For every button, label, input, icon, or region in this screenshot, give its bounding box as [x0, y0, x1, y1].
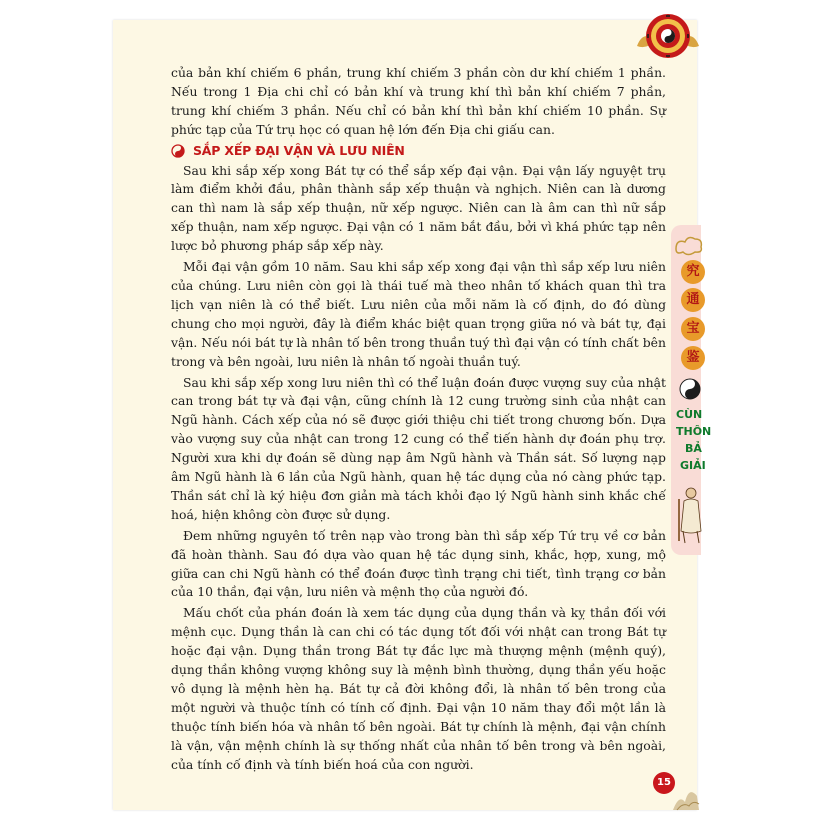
paragraph: Mấu chốt của phán đoán là xem tác dụng của dụng thần và kỵ thần đối với mệnh cục. Dụng thần là can chi có tác dụng tốt đối với nhật can trong Bát tự hoặc đại vận. Dụng thần trong Bát tự đắc lực mà thượng mệnh (mệnh quý), dụng thần không vượng không suy là mệnh bình thường, dụng thần yếu hoặc vô dụng là mệnh hèn hạ. Bát tự cả đời không đổi, là nhân tố bên trong của một người và thuộc tính có tính cố định. Đại vận 10 năm thay đổi một lần là thuộc tính biến hóa và nhân tố bên ngoài. Bát tự chính là mệnh, đại vận chính là vận, vận mệnh chính là sự thống nhất của nhân tố bên trong và bên ngoài, của tính cố định và tính biến hoá của con người.: [171, 605, 666, 772]
side-tab-word: THÔN: [676, 425, 712, 438]
side-tab-word: GIẢI: [680, 459, 706, 472]
side-tab-char: 鉴: [681, 346, 705, 370]
side-tab-char: 究: [681, 260, 705, 284]
page-number: 15: [653, 772, 675, 794]
side-tab-word: BẢ: [685, 442, 702, 455]
body-text: [171, 64, 666, 777]
paragraph: Đem những nguyên tố trên nạp vào trong bàn thì sắp xếp Tứ trụ về cơ bản đã hoàn thành. Sau đó dựa vào quan hệ tác dụng sinh, khắc, hợp, xung, mộ giữa can chi Ngũ hành có thể đoán được tình trạng chi tiết, tình trạng cơ bản của 10 thần, đại vận, lưu niên và mệnh thọ của người đó.: [171, 527, 666, 600]
paragraph: Sau khi sắp xếp xong lưu niên thì có thể luận đoán được vượng suy của nhật can trong bát tự và đại vận, cũng chính là 12 cung trường sinh của nhật can Ngũ hành. Cách xếp của nó sẽ được giới thiệu chi tiết trong chương bốn. Dựa vào vượng suy của nhật can trong 12 cung có thể tiến hành dự đoán phụ trợ. Người xưa khi dự đoán sẽ dùng nạp âm Ngũ hành và Thần sát. Số lượng nạp âm Ngũ hành là 6 lần của Ngũ hành, quan hệ tác dụng của nó càng phức tạp. Thần sát chỉ là ký hiệu đơn giản mà tách khỏi đạo lý Ngũ hành sinh khắc chế hoá, hiện không còn được sử dụng.: [171, 374, 666, 522]
paragraph: Mỗi đại vận gồm 10 năm. Sau khi sắp xếp xong đại vận thì sắp xếp lưu niên của chúng. Lưu niên còn gọi là thái tuế mà theo nhân tố khách quan thì tra lịch vạn niên là có thể biết. Lưu niên của mỗi năm là cố định, do đó dùng chung cho mọi người, đây là điểm khác biệt quan trọng giữa nó và bát tự, đại vận. Nếu nói bát tự là nhân tố bên trong thuần tuý thì đại vận có tính chất bên trong và bên ngoài, lưu niên là nhân tố ngoài thuần tuý.: [171, 259, 666, 369]
side-tab-word: CÙN: [676, 408, 703, 421]
book-page: [113, 20, 712, 810]
section-heading-text: SẮP XẾP ĐẠI VẬN VÀ LƯU NIÊN: [193, 142, 405, 158]
section-heading: [171, 142, 666, 161]
sage-figure-icon: [675, 485, 705, 545]
bagua-ornament-icon: [633, 10, 703, 66]
landscape-ornament-icon: [671, 772, 701, 812]
side-tab-char: 通: [681, 288, 705, 312]
side-tab-char: 宝: [681, 317, 705, 341]
yin-yang-icon: [679, 378, 701, 400]
paragraph: của bản khí chiếm 6 phần, trung khí chiếm 3 phần còn dư khí chiếm 1 phần. Nếu trong 1 Địa chi chỉ có bản khí và trung khí thì bản khí chiếm 7 phần, trung khí chiếm 3 phần. Nếu chỉ có bản khí thì bản khí chiếm 10 phần. Sự phức tạp của Tứ trụ học có quan hệ lớn đến Địa chi giấu can.: [171, 65, 666, 137]
swirl-bullet-icon: [171, 144, 185, 158]
cloud-ornament-icon: [673, 233, 703, 257]
paragraph: Sau khi sắp xếp xong Bát tự có thể sắp xếp đại vận. Đại vận lấy nguyệt trụ làm điểm khởi đầu, phân thành sắp xếp thuận và nghịch. Niên can là dương can thì nam là sắp xếp thuận, nữ xếp ngược. Niên can là âm can thì nữ sắp xếp thuận, nam xếp ngược. Đại vận có 1 năm bắt đầu, bởi vì khá phức tạp nên lược bỏ phương pháp sắp xếp này.: [171, 162, 666, 254]
